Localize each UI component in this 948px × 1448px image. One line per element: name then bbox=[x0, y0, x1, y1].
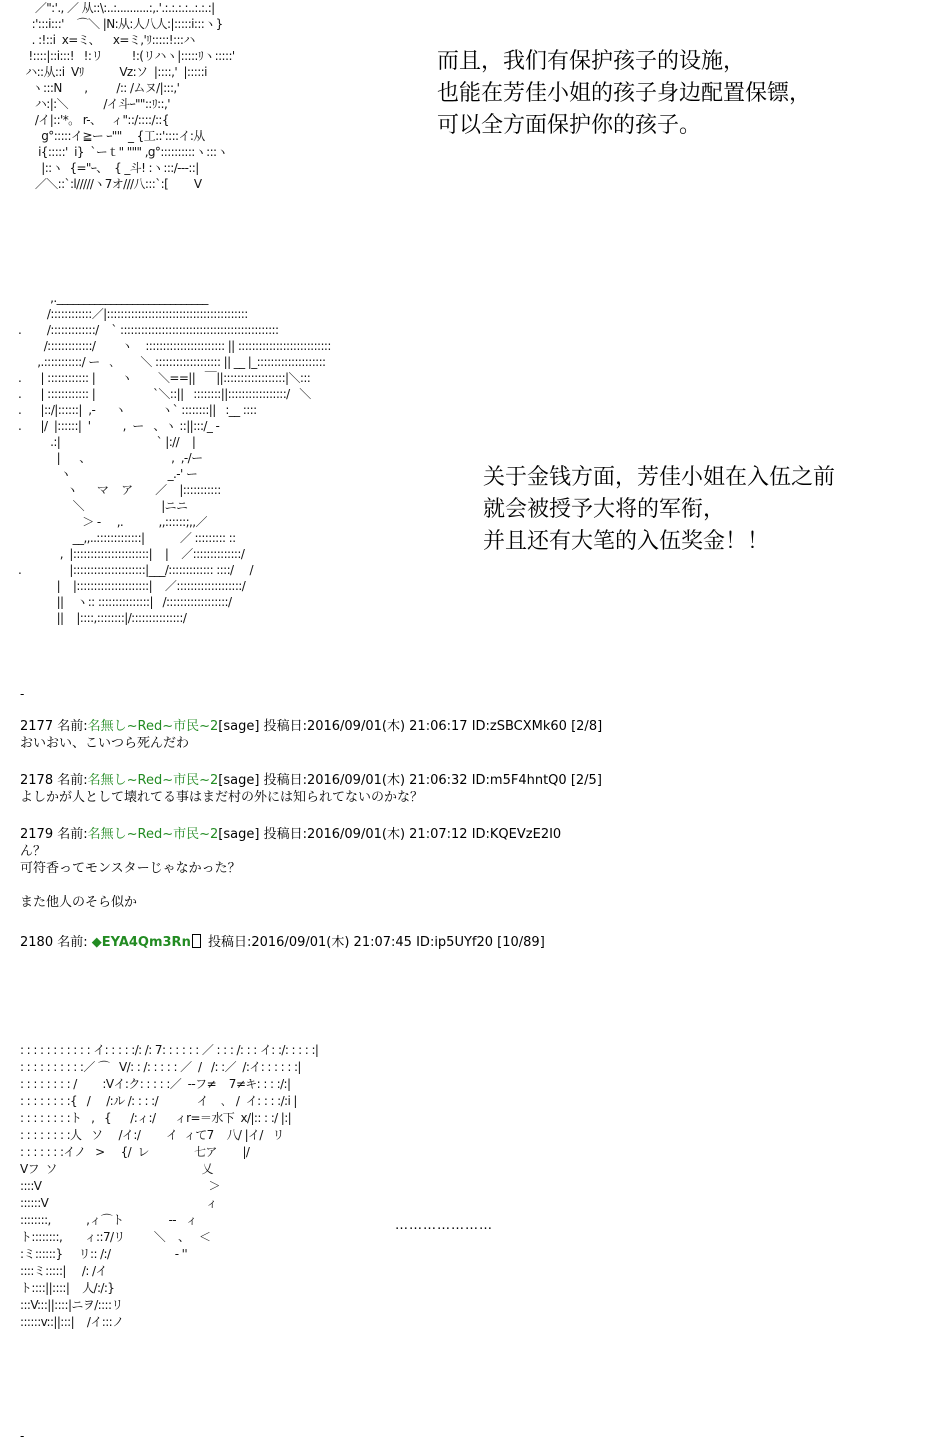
ascii-art-face-top: ／":'., ／ 从::\:..:..........:,.'.:.:.:.:..:.:.:| :':::i:::' ⌒＼ |N:从:人八人:|:::::i:::ヽ} . :!::i x=ミ、 x=ミ,'ﾘ:::::!:::ハ !::::|::i:::! !:リ !:(リハヽ|:::::ﾘヽ:::::' ハ::从::i Vﾘ Vz:ソ |::::,' |:::::i ヽ:::N , /:: /ムヌ/|:::,' ハ:|:＼ /イ斗ｰ""::ﾘ::,' /イ|::'*。 r-、 ィ"::/::::/::{ g°:::::イ≧ー ｰ"" _ {工::'::::イ:从 i{:::::' i} `ーｔ" """ ,g°::::::::::ヽ:::ヽ |::ヽ {="ｰ、 { _斗! :ヽ:::/‐‐‐::| ／＼::`:l/////ヽ7オ///八:::`:[ V bbox=[25, 1, 235, 191]
post-number: 2179 bbox=[20, 827, 54, 842]
post-date: 投稿日:2016/09/01(木) 21:07:45 bbox=[207, 935, 412, 950]
caption-line: 就会被授予大将的军衔， bbox=[483, 497, 726, 522]
mail-box-icon bbox=[192, 934, 201, 948]
post-date: 投稿日:2016/09/01(木) 21:07:12 bbox=[263, 827, 468, 842]
ellipsis-text: ………………… bbox=[395, 1218, 493, 1233]
separator-dot: - bbox=[20, 687, 25, 701]
mail-field: [sage] bbox=[218, 719, 260, 734]
post-2178 bbox=[20, 772, 920, 806]
poster-name: 名無し~Red~市民~2 bbox=[87, 719, 219, 734]
post-2179 bbox=[20, 826, 920, 911]
poster-id: ID:m5F4hntQ0 bbox=[471, 773, 567, 788]
post-number: 2180 bbox=[20, 935, 54, 950]
post-number: 2177 bbox=[20, 719, 54, 734]
post-line: 可符香ってモンスターじゃなかった？ bbox=[20, 861, 241, 876]
caption-line: 也能在芳佳小姐的孩子身边配置保镖， bbox=[437, 81, 812, 106]
post-2180 bbox=[20, 934, 920, 951]
poster-trip: ◆EYA4Qm3Rn bbox=[91, 935, 191, 950]
post-line bbox=[20, 877, 920, 894]
caption-line: 而且，我们有保护孩子的设施， bbox=[437, 49, 746, 74]
name-label: 名前: bbox=[57, 827, 88, 842]
ascii-art-face-mid: ,.____________________________ /::::::::::::／|::::::::::::::::::::::::::::::::::::::::: . /:::::::::::::/ ` :::::::::::::::::::::::::::::::::::::::::::::: /:::::::::::::/ ヽ ::::::::::::::::::::::: || ::::::::::::::::::::::::::: ,.:::::::::::/ ー ､ ＼ ::::::::::::::::::: || __ |_:::::::::::::::::::: . | :::::::::::: | ヽ ＼==|| ￣||::::::::::::::::::|＼::: . | :::::::::::: | `＼::|| ::::::::||:::::::::::::::::/ ＼ . |::/|::::::| ,- ヽ ヽ` ::::::::|| :__ :::: . |/ |::::::| ' , ー 、ヽ ::||:::/_ - .:| ` |:// | | 、 , ,-/ー ヽ _.-' ー ヽ マ ア ／ |::::::::::: ＼ |ニニ ＞ - ,. ,,::::::;,,／ __,,..:::::::::::::| ／ ::::::::: :: , |::::::::::::::::::::::| | ／::::::::::::::/ . |:::::::::::::::::::::|___/::::::::::::: ::::/ / | |:::::::::::::::::::::| ／:::::::::::::::::::/ || ヽ:: :::::::::::::::| /::::::::::::::::::/ || |::::,::::::::|/:::::::::::::::/ bbox=[18, 291, 331, 625]
separator-dot: - bbox=[20, 1429, 25, 1443]
post-count: [10/89] bbox=[497, 935, 545, 950]
post-count: [2/5] bbox=[570, 773, 602, 788]
caption-line: 并且还有大笔的入伍奖金！！ bbox=[483, 529, 770, 554]
post-2177 bbox=[20, 718, 920, 752]
caption-money bbox=[483, 462, 835, 558]
post-date: 投稿日:2016/09/01(木) 21:06:32 bbox=[263, 773, 468, 788]
post-body bbox=[20, 843, 920, 911]
poster-id: ID:KQEVzE2I0 bbox=[471, 827, 562, 842]
poster-id: ID:ip5UYf20 bbox=[416, 935, 494, 950]
poster-name: 名無し~Red~市民~2 bbox=[87, 773, 219, 788]
post-number: 2178 bbox=[20, 773, 54, 788]
post-header bbox=[20, 772, 920, 789]
name-label: 名前: bbox=[57, 719, 88, 734]
post-body bbox=[20, 789, 920, 806]
post-date: 投稿日:2016/09/01(木) 21:06:17 bbox=[263, 719, 468, 734]
caption-line: 关于金钱方面，芳佳小姐在入伍之前 bbox=[483, 465, 836, 490]
post-line: また他人のそら似か bbox=[20, 895, 138, 910]
poster-id: ID:zSBCXMk60 bbox=[471, 719, 567, 734]
poster-name: 名無し~Red~市民~2 bbox=[87, 827, 219, 842]
post-body bbox=[20, 735, 920, 752]
caption-line: 可以全方面保护你的孩子。 bbox=[437, 113, 702, 138]
caption-facilities bbox=[437, 46, 811, 142]
post-header bbox=[20, 934, 920, 951]
name-label: 名前: bbox=[57, 935, 88, 950]
ascii-art-face-bottom: : : : : : : : : : : : イ: : : : :/: /: 7: : : : : : ／ : : : /: : : イ: :/: : : : :| : : : : : : : : : :／ ⌒ V/: : /: : : : : ／ / /: :／ /:イ: : : : : :| : : : : : : : : / :Vイ:ク: : : : :／ ‐‐フ≠ 7≠キ: : : :/:| : : : : : : : :{ / /:ル /: : : :/ イ ､ / イ: : : :/:i | : : : : : : : :ト , { /:ィ:/ ィr=＝水下 x/|:: : :/ |:| : : : : : : : :人 ソ /イ:/ イ ィて7 八/ |イ/ リ : : : : : : :イノ > {/ レ 七ア |/ Vフ ソ 乂 ::::V ＞ ::::::V ィ ::::::::, ,ィ⌒ト ‐‐ ィ ト::::::::, ィ::7/リ ＼ 、 ＜ :ミ::::::} リ:: /:/ ‐ '' ::::ミ:::::| /: /イ ト::::||::::| 人/:/:} :::V:::||::::|ニヲ/::::リ ::::::v::||:::| /イ:::ノ bbox=[20, 1043, 319, 1329]
post-line: よしかが人として壊れてる事はまだ村の外には知られてないのかな？ bbox=[20, 790, 424, 805]
post-header bbox=[20, 718, 920, 735]
name-label: 名前: bbox=[57, 773, 88, 788]
post-line: おいおい、こいつら死んだわ bbox=[20, 736, 190, 751]
post-count: [2/8] bbox=[571, 719, 603, 734]
mail-field: [sage] bbox=[218, 773, 260, 788]
post-header bbox=[20, 826, 920, 843]
mail-field: [sage] bbox=[218, 827, 260, 842]
post-line: ん？ bbox=[20, 844, 47, 859]
